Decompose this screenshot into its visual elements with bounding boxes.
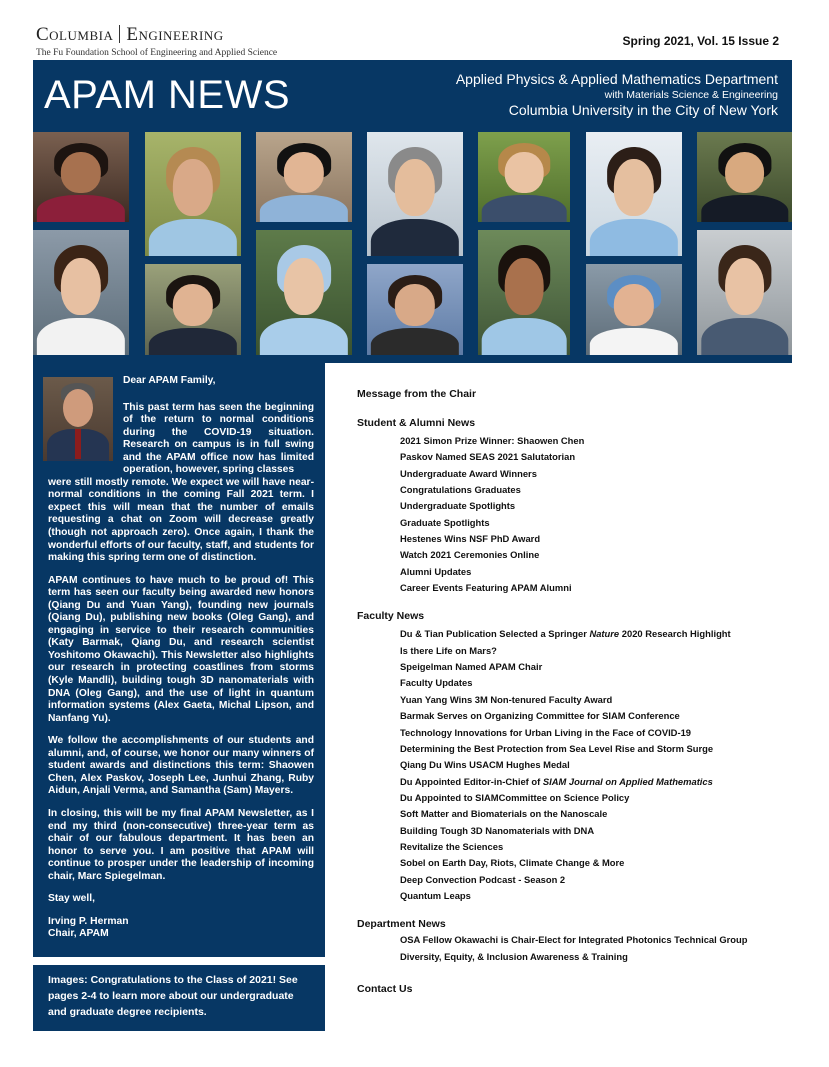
university-name: Columbia University in the City of New York bbox=[508, 102, 778, 118]
toc-item[interactable]: Du Appointed to SIAMCommittee on Science Policy bbox=[400, 791, 630, 803]
graduate-photo bbox=[33, 132, 129, 222]
logo-columbia: Columbia bbox=[36, 24, 114, 45]
images-caption: Images: Congratulations to the Class of 2021! See pages 2-4 to learn more about our undergraduate and graduate degree recipients. bbox=[48, 974, 298, 1018]
logo-subtitle: The Fu Foundation School of Engineering and Applied Science bbox=[36, 48, 278, 58]
banner bbox=[33, 60, 792, 363]
graduate-photo bbox=[33, 230, 129, 355]
letter-paragraph-4: In closing, this will be my final APAM Newsletter, as I end my third (non-consecutive) three-year term as chair of our fabulous department. It has been an honor to serve you. I am positive that APAM will continue to prosper under the leadership of incoming chair, Marc Spiegelman. bbox=[48, 807, 314, 882]
toc-item[interactable]: Building Tough 3D Nanomaterials with DNA bbox=[400, 824, 595, 836]
graduate-photo bbox=[586, 132, 682, 256]
toc-item[interactable]: Quantum Leaps bbox=[400, 889, 471, 901]
toc-item[interactable]: Du & Tian Publication Selected a Springer Nature 2020 Research Highlight bbox=[400, 628, 731, 640]
toc-item[interactable]: Technology Innovations for Urban Living in the Face of COVID-19 bbox=[400, 726, 691, 738]
department-info bbox=[456, 71, 778, 118]
toc-item[interactable]: Undergraduate Award Winners bbox=[400, 467, 537, 479]
toc-item[interactable]: Yuan Yang Wins 3M Non-tenured Faculty Award bbox=[400, 693, 613, 705]
toc-item[interactable]: Speigelman Named APAM Chair bbox=[400, 661, 543, 673]
graduate-photo bbox=[256, 132, 352, 222]
toc-item[interactable]: Career Events Featuring APAM Alumni bbox=[400, 582, 572, 594]
logo-engineering: Engineering bbox=[126, 24, 224, 45]
toc-item[interactable]: Revitalize the Sciences bbox=[400, 840, 504, 852]
toc-item[interactable]: Deep Convection Podcast - Season 2 bbox=[400, 873, 566, 885]
toc-contact-us[interactable]: Contact Us bbox=[357, 982, 413, 995]
toc-message-from-chair[interactable]: Message from the Chair bbox=[357, 388, 477, 400]
signature-name: Irving P. Herman bbox=[48, 915, 129, 927]
logo-divider bbox=[119, 25, 120, 43]
chair-letter-panel bbox=[33, 363, 325, 957]
toc-item[interactable]: Paskov Named SEAS 2021 Salutatorian bbox=[400, 451, 576, 463]
graduate-photo bbox=[367, 264, 463, 355]
toc-faculty-news[interactable]: Faculty News bbox=[357, 610, 425, 623]
toc-item[interactable]: Alumni Updates bbox=[400, 565, 472, 577]
graduate-photo bbox=[367, 132, 463, 256]
toc-item[interactable]: Watch 2021 Ceremonies Online bbox=[400, 549, 540, 561]
graduate-photo bbox=[586, 264, 682, 355]
graduate-photo bbox=[145, 132, 241, 256]
toc-student-alumni-news[interactable]: Student & Alumni News bbox=[357, 417, 476, 429]
graduate-photo bbox=[697, 132, 792, 222]
graduate-photo bbox=[478, 230, 570, 355]
letter-paragraph-2: APAM continues to have much to be proud of! This term has seen our faculty being awarded new honors (Qiang Du and Yuan Yang), founding new journals (Qiang Du), publishing new books (Oleg Gang), and engaging in service to their research communities (Katy Barmak, Qiang Du, and research scientist Yoshitomo Okawachi). This Newsletter also highlights our research in protecting coastlines from storms (Kyle Mandli), building tough 3D nanomaterials with DNA (Oleg Gang), and the use of light in quantum information systems (Alex Gaeta, Michal Lipson, and Nanfang Yu). bbox=[48, 574, 314, 724]
department-name: Applied Physics & Applied Mathematics Department bbox=[455, 71, 778, 87]
toc-item[interactable]: Congratulations Graduates bbox=[400, 484, 521, 496]
graduate-photo bbox=[478, 132, 570, 222]
toc-item[interactable]: Qiang Du Wins USACM Hughes Medal bbox=[400, 759, 570, 771]
letter-paragraph-1b: were still mostly remote. We expect we will have near-normal conditions in the coming Fall 2021 term. I expect this will mean that the number of emails requesting a chat on Zoom will decrease greatly (though not approach zero). Once again, I thank the wonderful efforts of our faculty, staff, and students for making this spring term one of distinction. bbox=[48, 476, 314, 564]
toc-department-list bbox=[357, 932, 797, 965]
chair-letter bbox=[48, 375, 314, 941]
toc-item[interactable]: Hestenes Wins NSF PhD Award bbox=[400, 533, 541, 545]
newsletter-title: APAM NEWS bbox=[44, 73, 291, 117]
graduate-photo bbox=[145, 264, 241, 355]
graduate-photo bbox=[697, 230, 792, 355]
letter-closing: Stay well, bbox=[48, 893, 95, 905]
toc-department-news[interactable]: Department News bbox=[357, 918, 446, 931]
toc-item[interactable]: Soft Matter and Biomaterials on the Nanoscale bbox=[400, 808, 608, 820]
toc-item[interactable]: Determining the Best Protection from Sea Level Rise and Storm Surge bbox=[400, 742, 714, 754]
toc-item[interactable]: Barmak Serves on Organizing Committee for SIAM Conference bbox=[400, 710, 680, 722]
signature-title: Chair, APAM bbox=[48, 928, 109, 940]
toc-student-list bbox=[357, 433, 797, 596]
toc-item[interactable]: Du Appointed Editor-in-Chief of SIAM Journal on Applied Mathematics bbox=[400, 775, 713, 787]
toc-item[interactable]: Undergraduate Spotlights bbox=[400, 500, 516, 512]
images-caption-box bbox=[33, 965, 325, 1031]
toc-item[interactable]: Graduate Spotlights bbox=[400, 516, 490, 528]
toc-item[interactable]: OSA Fellow Okawachi is Chair-Elect for Integrated Photonics Technical Group bbox=[400, 934, 748, 946]
letter-greeting: Dear APAM Family, bbox=[123, 375, 216, 386]
toc-item[interactable]: Is there Life on Mars? bbox=[400, 644, 497, 656]
toc-item[interactable]: 2021 Simon Prize Winner: Shaowen Chen bbox=[400, 435, 585, 446]
toc-item[interactable]: Faculty Updates bbox=[400, 677, 473, 689]
columbia-engineering-logo bbox=[36, 24, 277, 58]
letter-paragraph-3: We follow the accomplishments of our students and alumni, and, of course, we honor our many winners of student awards and distinctions this term: Shaowen Chen, Alex Paskov, Joseph Lee, Junhui Zhang, Ruby Aidun, Anjali Verma, and Samantha (Sam) Mayers. bbox=[48, 735, 314, 797]
toc-faculty-list bbox=[357, 626, 797, 904]
toc-item[interactable]: Diversity, Equity, & Inclusion Awareness & Training bbox=[400, 950, 628, 962]
toc-item[interactable]: Sobel on Earth Day, Riots, Climate Change & More bbox=[400, 857, 625, 869]
table-of-contents bbox=[357, 388, 797, 995]
graduate-photo bbox=[256, 230, 352, 355]
letter-paragraph-1a: This past term has seen the beginning of the return to normal conditions during the COVID-19 situation. Research on campus is in full swing and the APAM office now has limited operation, however, spring classes bbox=[123, 401, 314, 476]
issue-info: Spring 2021, Vol. 15 Issue 2 bbox=[622, 34, 779, 48]
department-subname: with Materials Science & Engineering bbox=[604, 89, 778, 101]
